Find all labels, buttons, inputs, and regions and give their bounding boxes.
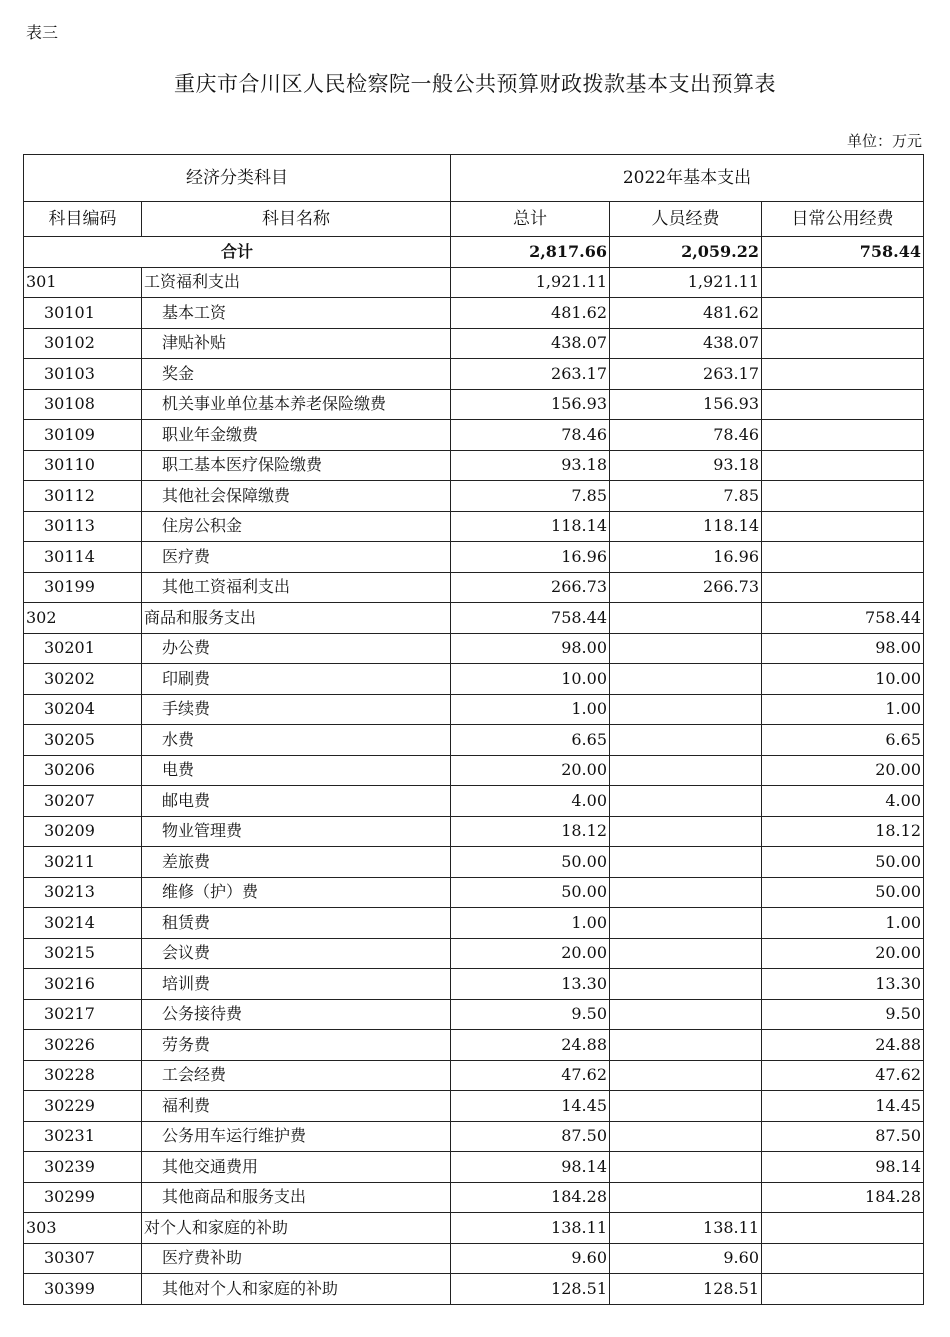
cell-subject-code: 30211 [24,847,142,878]
cell-public-expense [762,359,924,390]
cell-public-expense: 9.50 [762,999,924,1030]
header-row-group [24,155,924,202]
unit-note: 单位：万元 [846,132,922,150]
cell-personnel-expense [610,603,762,634]
cell-total: 184.28 [451,1182,610,1213]
cell-personnel-expense [610,664,762,695]
table-row [24,1274,924,1305]
cell-total: 263.17 [451,359,610,390]
cell-subject-name: 维修（护）费 [142,877,451,908]
cell-subject-code: 30201 [24,633,142,664]
cell-personnel-expense [610,969,762,1000]
cell-subject-name: 邮电费 [142,786,451,817]
table-row [24,633,924,664]
cell-subject-name: 电费 [142,755,451,786]
cell-subject-code: 30101 [24,298,142,329]
cell-total: 20.00 [451,755,610,786]
cell-total: 481.62 [451,298,610,329]
cell-subject-code: 30108 [24,389,142,420]
total-row [24,237,924,268]
cell-public-expense [762,1213,924,1244]
table-row [24,572,924,603]
cell-public-expense: 14.45 [762,1091,924,1122]
table-row [24,664,924,695]
cell-subject-name: 公务接待费 [142,999,451,1030]
cell-personnel-expense: 156.93 [610,389,762,420]
cell-subject-name: 医疗费 [142,542,451,573]
cell-public-expense [762,450,924,481]
table-number: 表三 [26,23,59,42]
cell-total: 98.14 [451,1152,610,1183]
cell-personnel-expense [610,1182,762,1213]
cell-subject-code: 302 [24,603,142,634]
cell-total: 6.65 [451,725,610,756]
cell-total: 9.50 [451,999,610,1030]
cell-total: 13.30 [451,969,610,1000]
cell-total: 18.12 [451,816,610,847]
cell-personnel-expense [610,938,762,969]
cell-personnel-expense: 16.96 [610,542,762,573]
cell-total: 1,921.11 [451,267,610,298]
cell-personnel-expense [610,694,762,725]
cell-public-expense [762,298,924,329]
table-row [24,267,924,298]
cell-subject-code: 30299 [24,1182,142,1213]
cell-public-expense: 6.65 [762,725,924,756]
cell-subject-name: 公务用车运行维护费 [142,1121,451,1152]
cell-personnel-expense: 9.60 [610,1243,762,1274]
cell-public-expense: 87.50 [762,1121,924,1152]
cell-subject-name: 医疗费补助 [142,1243,451,1274]
cell-public-expense: 1.00 [762,694,924,725]
cell-subject-name: 对个人和家庭的补助 [142,1213,451,1244]
cell-public-expense: 20.00 [762,938,924,969]
cell-subject-name: 培训费 [142,969,451,1000]
cell-subject-code: 30226 [24,1030,142,1061]
header-economic-classification: 经济分类科目 [24,155,451,202]
cell-public-expense: 47.62 [762,1060,924,1091]
cell-subject-code: 30109 [24,420,142,451]
cell-public-expense: 758.44 [762,603,924,634]
table-row [24,1030,924,1061]
cell-personnel-expense: 93.18 [610,450,762,481]
cell-subject-name: 会议费 [142,938,451,969]
cell-total: 10.00 [451,664,610,695]
cell-total: 47.62 [451,1060,610,1091]
cell-subject-code: 30213 [24,877,142,908]
page-title: 重庆市合川区人民检察院一般公共预算财政拨款基本支出预算表 [174,72,776,96]
cell-subject-code: 30112 [24,481,142,512]
total-personnel: 2,059.22 [610,237,762,268]
total-public: 758.44 [762,237,924,268]
cell-subject-code: 30206 [24,755,142,786]
cell-subject-name: 其他交通费用 [142,1152,451,1183]
cell-total: 78.46 [451,420,610,451]
table-row [24,1182,924,1213]
cell-public-expense [762,572,924,603]
table-row [24,877,924,908]
cell-personnel-expense [610,755,762,786]
table-row [24,786,924,817]
cell-personnel-expense: 1,921.11 [610,267,762,298]
cell-subject-name: 工会经费 [142,1060,451,1091]
cell-personnel-expense: 128.51 [610,1274,762,1305]
budget-table [23,154,924,1305]
cell-personnel-expense [610,847,762,878]
cell-subject-code: 30307 [24,1243,142,1274]
cell-public-expense: 50.00 [762,877,924,908]
table-row [24,908,924,939]
table-row [24,725,924,756]
cell-public-expense: 98.14 [762,1152,924,1183]
table-row [24,816,924,847]
cell-personnel-expense [610,877,762,908]
cell-public-expense: 24.88 [762,1030,924,1061]
cell-subject-code: 30239 [24,1152,142,1183]
total-label: 合计 [24,237,451,268]
cell-total: 128.51 [451,1274,610,1305]
cell-public-expense [762,420,924,451]
cell-personnel-expense [610,1152,762,1183]
cell-subject-name: 水费 [142,725,451,756]
cell-subject-code: 30217 [24,999,142,1030]
cell-total: 50.00 [451,877,610,908]
cell-total: 758.44 [451,603,610,634]
cell-total: 24.88 [451,1030,610,1061]
cell-subject-code: 30202 [24,664,142,695]
header-subject-code: 科目编码 [24,202,142,237]
cell-personnel-expense: 78.46 [610,420,762,451]
cell-subject-code: 30216 [24,969,142,1000]
cell-personnel-expense: 263.17 [610,359,762,390]
cell-personnel-expense [610,633,762,664]
table-row [24,450,924,481]
cell-personnel-expense: 481.62 [610,298,762,329]
cell-total: 14.45 [451,1091,610,1122]
cell-subject-name: 津贴补贴 [142,328,451,359]
cell-subject-name: 物业管理费 [142,816,451,847]
cell-personnel-expense: 138.11 [610,1213,762,1244]
cell-subject-code: 30204 [24,694,142,725]
cell-subject-code: 30113 [24,511,142,542]
table-row [24,1060,924,1091]
cell-subject-name: 差旅费 [142,847,451,878]
cell-subject-name: 工资福利支出 [142,267,451,298]
cell-personnel-expense [610,908,762,939]
cell-personnel-expense: 118.14 [610,511,762,542]
cell-public-expense: 13.30 [762,969,924,1000]
table-row [24,1213,924,1244]
cell-public-expense: 10.00 [762,664,924,695]
cell-total: 118.14 [451,511,610,542]
cell-public-expense: 18.12 [762,816,924,847]
cell-subject-code: 30102 [24,328,142,359]
table-row [24,359,924,390]
cell-subject-name: 其他对个人和家庭的补助 [142,1274,451,1305]
cell-subject-code: 30209 [24,816,142,847]
cell-subject-code: 30110 [24,450,142,481]
total-amount: 2,817.66 [451,237,610,268]
cell-public-expense: 184.28 [762,1182,924,1213]
cell-subject-code: 30399 [24,1274,142,1305]
cell-public-expense [762,542,924,573]
header-total: 总计 [451,202,610,237]
cell-personnel-expense: 266.73 [610,572,762,603]
cell-subject-name: 机关事业单位基本养老保险缴费 [142,389,451,420]
cell-public-expense: 20.00 [762,755,924,786]
cell-subject-name: 职业年金缴费 [142,420,451,451]
header-row-columns [24,202,924,237]
cell-subject-name: 办公费 [142,633,451,664]
cell-subject-name: 福利费 [142,1091,451,1122]
cell-public-expense [762,1243,924,1274]
cell-personnel-expense [610,816,762,847]
cell-total: 156.93 [451,389,610,420]
cell-subject-code: 30205 [24,725,142,756]
cell-subject-name: 商品和服务支出 [142,603,451,634]
table-row [24,511,924,542]
cell-subject-name: 其他商品和服务支出 [142,1182,451,1213]
cell-personnel-expense [610,786,762,817]
cell-subject-code: 30228 [24,1060,142,1091]
cell-subject-name: 住房公积金 [142,511,451,542]
table-row [24,694,924,725]
cell-subject-name: 其他社会保障缴费 [142,481,451,512]
cell-subject-code: 30214 [24,908,142,939]
cell-public-expense [762,267,924,298]
table-row [24,755,924,786]
header-basic-expenditure-year: 2022年基本支出 [451,155,924,202]
table-row [24,847,924,878]
cell-subject-code: 30114 [24,542,142,573]
table-row [24,1243,924,1274]
table-row [24,298,924,329]
cell-public-expense [762,481,924,512]
cell-total: 50.00 [451,847,610,878]
table-row [24,1152,924,1183]
cell-total: 9.60 [451,1243,610,1274]
cell-subject-code: 30231 [24,1121,142,1152]
cell-subject-code: 303 [24,1213,142,1244]
header-personnel-expense: 人员经费 [610,202,762,237]
table-row [24,999,924,1030]
cell-subject-code: 30215 [24,938,142,969]
cell-total: 266.73 [451,572,610,603]
cell-personnel-expense [610,1091,762,1122]
table-row [24,969,924,1000]
cell-subject-name: 劳务费 [142,1030,451,1061]
cell-public-expense [762,389,924,420]
cell-subject-name: 基本工资 [142,298,451,329]
table-row [24,938,924,969]
table-row [24,1091,924,1122]
cell-public-expense: 4.00 [762,786,924,817]
cell-public-expense: 1.00 [762,908,924,939]
cell-personnel-expense [610,1030,762,1061]
header-subject-name: 科目名称 [142,202,451,237]
cell-subject-code: 30103 [24,359,142,390]
cell-total: 1.00 [451,694,610,725]
cell-personnel-expense [610,1060,762,1091]
cell-personnel-expense: 438.07 [610,328,762,359]
cell-total: 20.00 [451,938,610,969]
table-row [24,1121,924,1152]
cell-public-expense [762,1274,924,1305]
cell-personnel-expense [610,1121,762,1152]
table-row [24,328,924,359]
cell-subject-code: 301 [24,267,142,298]
cell-subject-name: 职工基本医疗保险缴费 [142,450,451,481]
cell-subject-name: 其他工资福利支出 [142,572,451,603]
cell-personnel-expense [610,725,762,756]
table-row [24,420,924,451]
cell-public-expense: 50.00 [762,847,924,878]
cell-public-expense: 98.00 [762,633,924,664]
cell-total: 4.00 [451,786,610,817]
cell-total: 98.00 [451,633,610,664]
cell-total: 93.18 [451,450,610,481]
cell-subject-name: 租赁费 [142,908,451,939]
table-body [24,237,924,1305]
table-row [24,603,924,634]
cell-personnel-expense [610,999,762,1030]
cell-total: 1.00 [451,908,610,939]
cell-subject-name: 奖金 [142,359,451,390]
cell-total: 438.07 [451,328,610,359]
header-public-expense: 日常公用经费 [762,202,924,237]
cell-total: 87.50 [451,1121,610,1152]
table-row [24,389,924,420]
cell-public-expense [762,511,924,542]
cell-total: 7.85 [451,481,610,512]
cell-total: 16.96 [451,542,610,573]
cell-subject-code: 30207 [24,786,142,817]
cell-public-expense [762,328,924,359]
table-row [24,542,924,573]
cell-total: 138.11 [451,1213,610,1244]
cell-subject-name: 印刷费 [142,664,451,695]
table-row [24,481,924,512]
cell-subject-code: 30199 [24,572,142,603]
cell-subject-code: 30229 [24,1091,142,1122]
cell-personnel-expense: 7.85 [610,481,762,512]
cell-subject-name: 手续费 [142,694,451,725]
